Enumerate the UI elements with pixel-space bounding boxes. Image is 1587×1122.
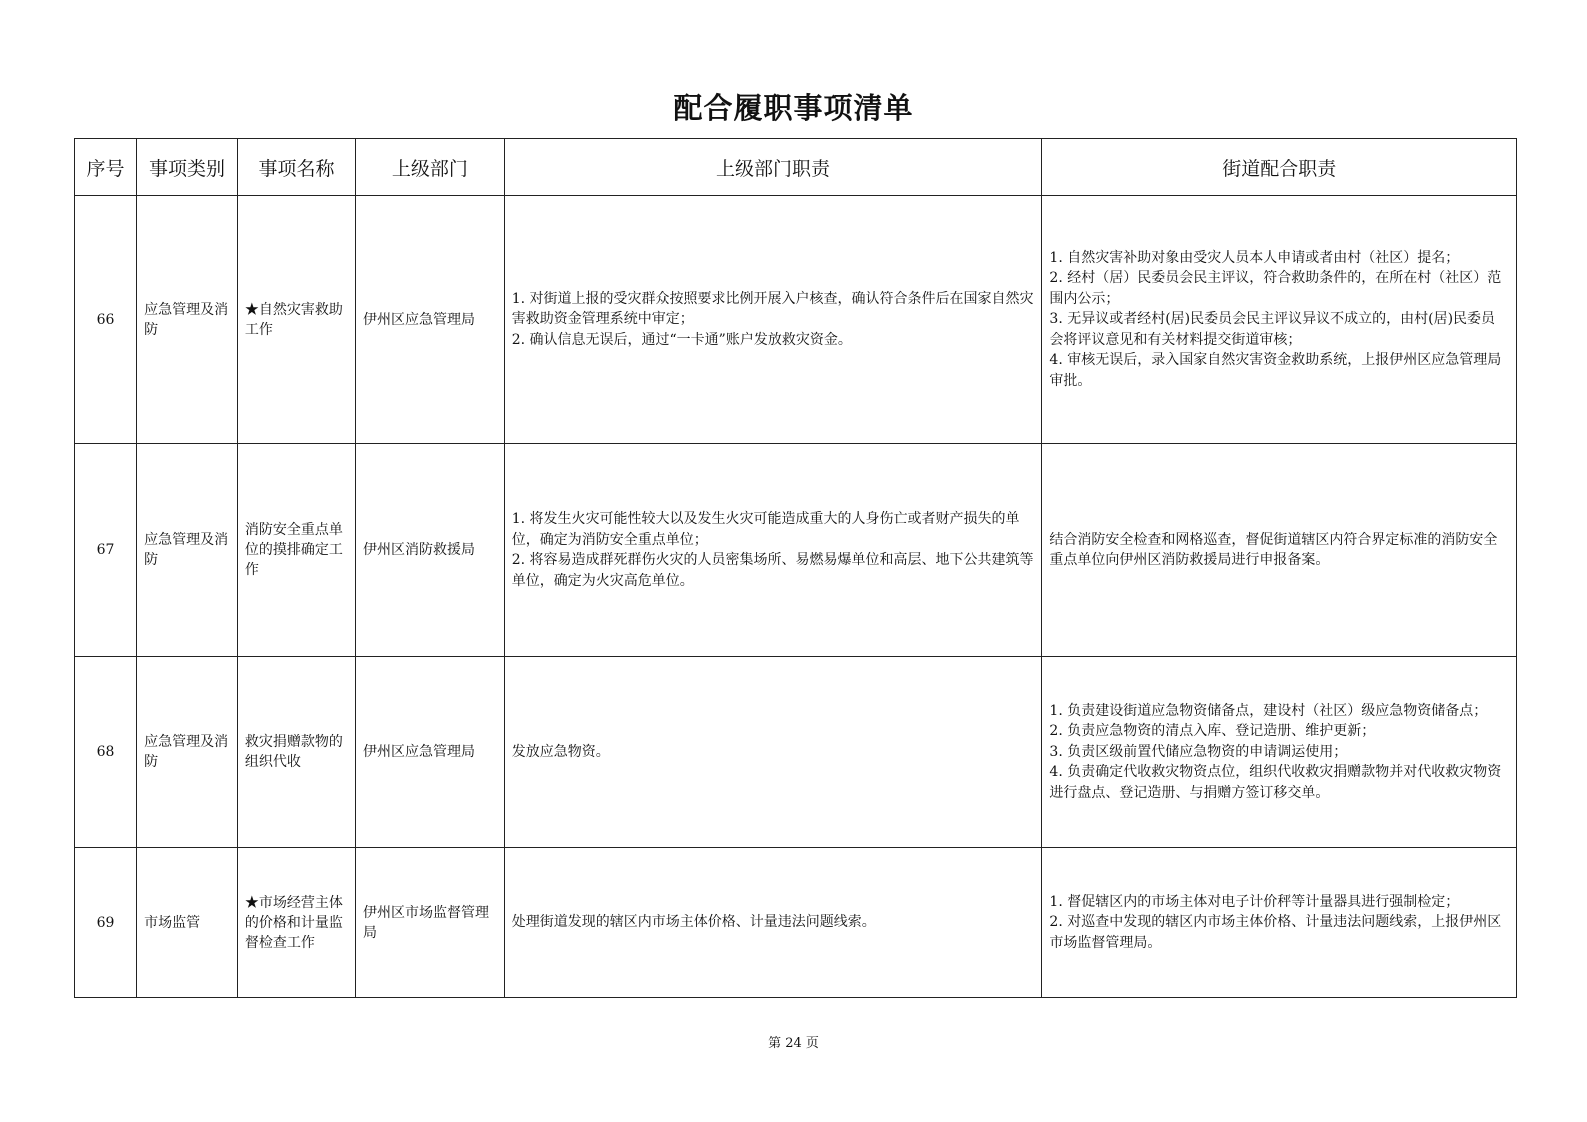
table-row xyxy=(75,657,1517,848)
header-name: 事项名称 xyxy=(237,139,355,196)
street-duty-line: 1. 负责建设街道应急物资储备点，建设村（社区）级应急物资储备点； xyxy=(1049,702,1488,719)
header-dept-duty: 上级部门职责 xyxy=(504,139,1042,196)
cell-dept-duty xyxy=(504,196,1042,444)
cell-street-duty xyxy=(1042,848,1517,998)
dept-duty-line: 发放应急物资。 xyxy=(511,743,610,760)
cell-category: 应急管理及消防 xyxy=(137,657,238,848)
street-duty-line: 3. 无异议或者经村(居)民委员会民主评议异议不成立的，由村(居)民委员会将评议意见和有关材料提交街道审核； xyxy=(1049,311,1496,348)
street-duty-line: 结合消防安全检查和网格巡查，督促街道辖区内符合界定标准的消防安全重点单位向伊州区消防救援局进行申报备案。 xyxy=(1049,531,1498,568)
table-header-row xyxy=(75,139,1517,196)
dept-duty-line: 1. 对街道上报的受灾群众按照要求比例开展入户核查，确认符合条件后在国家自然灾害救助资金管理系统中审定； xyxy=(511,290,1034,328)
street-duty-line: 1. 督促辖区内的市场主体对电子计价秤等计量器具进行强制检定； xyxy=(1049,893,1460,910)
cell-dept: 伊州区消防救援局 xyxy=(356,444,505,657)
cell-seq: 66 xyxy=(75,196,137,444)
dept-duty-line: 1. 将发生火灾可能性较大以及发生火灾可能造成重大的人身伤亡或者财产损失的单位，确定为消防安全重点单位； xyxy=(511,511,1020,548)
cell-name: ★自然灾害救助工作 xyxy=(237,196,355,444)
dept-duty-line: 处理街道发现的辖区内市场主体价格、计量违法问题线索。 xyxy=(511,914,876,931)
header-category: 事项类别 xyxy=(137,139,238,196)
dept-duty-line: 2. 将容易造成群死群伤火灾的人员密集场所、易燃易爆单位和高层、地下公共建筑等单位，确定为火灾高危单位。 xyxy=(511,552,1034,589)
dept-duty-line: 2. 确认信息无误后，通过“一卡通”账户发放救灾资金。 xyxy=(511,331,852,348)
street-duty-line: 4. 负责确定代收救灾物资点位，组织代收救灾捐赠款物并对代收救灾物资进行盘点、登记造册、与捐赠方签订移交单。 xyxy=(1049,764,1502,801)
header-seq: 序号 xyxy=(75,139,137,196)
page-number: 第 24 页 xyxy=(768,1036,819,1051)
cell-name: 消防安全重点单位的摸排确定工作 xyxy=(237,444,355,657)
cell-dept-duty xyxy=(504,848,1042,998)
cell-name: 救灾捐赠款物的组织代收 xyxy=(237,657,355,848)
street-duty-line: 4. 审核无误后，录入国家自然灾害资金救助系统，上报伊州区应急管理局审批。 xyxy=(1049,352,1502,389)
header-street-duty: 街道配合职责 xyxy=(1042,139,1517,196)
cell-seq: 67 xyxy=(75,444,137,657)
cell-dept-duty xyxy=(504,657,1042,848)
cell-category: 应急管理及消防 xyxy=(137,196,238,444)
cell-street-duty xyxy=(1042,196,1517,444)
cell-dept: 伊州区市场监督管理局 xyxy=(356,848,505,998)
street-duty-line: 2. 负责应急物资的清点入库、登记造册、维护更新； xyxy=(1049,723,1376,740)
table-row xyxy=(75,848,1517,998)
cell-category: 应急管理及消防 xyxy=(137,444,238,657)
street-duty-line: 2. 对巡查中发现的辖区内市场主体价格、计量违法问题线索，上报伊州区市场监督管理局。 xyxy=(1049,914,1502,951)
header-dept: 上级部门 xyxy=(356,139,505,196)
street-duty-line: 3. 负责区级前置代储应急物资的申请调运使用； xyxy=(1049,743,1348,760)
cell-dept-duty xyxy=(504,444,1042,657)
duty-table xyxy=(74,138,1517,998)
cell-name: ★市场经营主体的价格和计量监督检查工作 xyxy=(237,848,355,998)
cell-street-duty xyxy=(1042,444,1517,657)
page-title: 配合履职事项清单 xyxy=(673,91,914,125)
cell-dept: 伊州区应急管理局 xyxy=(356,196,505,444)
table-row xyxy=(75,444,1517,657)
cell-street-duty xyxy=(1042,657,1517,848)
cell-seq: 69 xyxy=(75,848,137,998)
table-row xyxy=(75,196,1517,444)
cell-seq: 68 xyxy=(75,657,137,848)
cell-dept: 伊州区应急管理局 xyxy=(356,657,505,848)
cell-category: 市场监管 xyxy=(137,848,238,998)
street-duty-line: 2. 经村（居）民委员会民主评议，符合救助条件的，在所在村（社区）范围内公示； xyxy=(1049,270,1502,307)
street-duty-line: 1. 自然灾害补助对象由受灾人员本人申请或者由村（社区）提名； xyxy=(1049,249,1460,266)
